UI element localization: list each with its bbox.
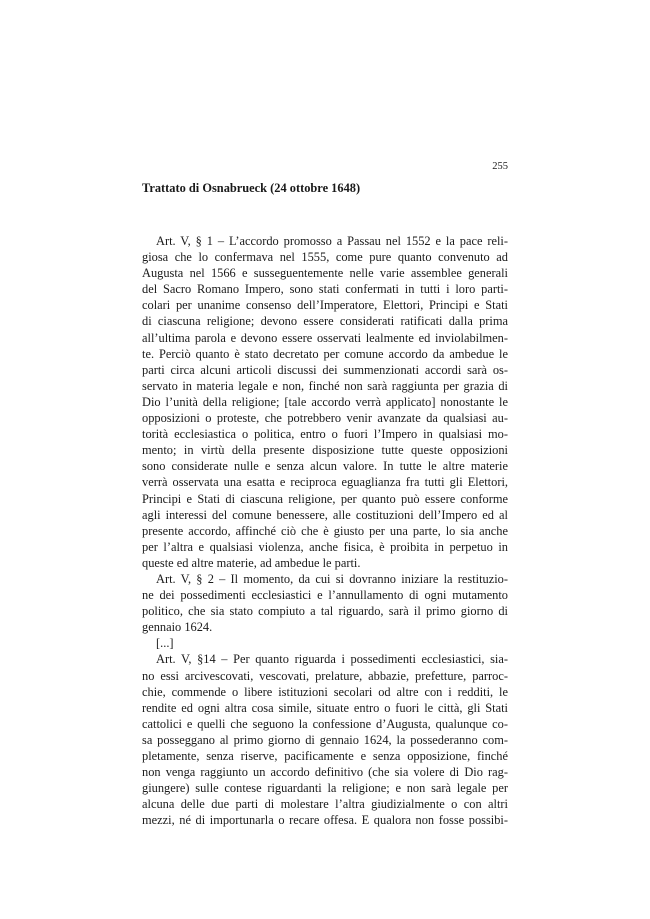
text-line: mento; in virtù della presente disposizione tutte queste opposizioni <box>142 443 508 458</box>
page-number: 255 <box>492 161 508 172</box>
text-line: te. Perciò quanto è stato decretato per comune accordo da ambedue le <box>142 346 508 361</box>
text-line: colari per unanime consenso dell’Imperatore, Elettori, Principi e Stati <box>142 298 508 313</box>
text-line: giosa che lo confermava nel 1555, come pure quanto convenuto ad <box>142 250 508 265</box>
text-line: Art. V, § 1 – L’accordo promosso a Passau nel 1552 e la pace reli- <box>156 234 508 248</box>
text-line: Art. V, § 2 – Il momento, da cui si dovranno iniziare la restituzio- <box>156 571 508 586</box>
text-line: no essi arcivescovati, vescovati, prelature, abbazie, prefetture, parroc- <box>142 668 508 683</box>
text-line: torità ecclesiastica o politica, entro o fuori l’Impero in qualsiasi mo- <box>142 427 508 442</box>
text-line: servato in materia legale e non, finché non sarà raggiunta per grazia di <box>142 378 508 393</box>
text-line: all’ultima parola e devono essere osservati lealmente ed inviolabilmen- <box>142 330 508 345</box>
text-line: giungere) sulle contese riguardanti la religione; e non sarà legale per <box>142 781 508 796</box>
text-line: cattolici e quelli che seguono la confessione d’Augusta, qualunque co- <box>142 716 508 731</box>
text-line: verrà osservata una esatta e reciproca eguaglianza fra tutti gli Elettori, <box>142 475 508 490</box>
text-line: parti circa alcuni articoli discussi dei summenzionati accordi sarà os- <box>142 362 508 377</box>
text-line: per l’altra e qualsiasi violenza, anche fisica, è proibita in perpetuo in <box>142 539 508 554</box>
text-line: del Sacro Romano Impero, sono stati confermati in tutti i loro parti- <box>142 282 508 297</box>
chapter-title: Trattato di Osnabrueck (24 ottobre 1648) <box>142 181 361 195</box>
text-line: Augusta nel 1566 e susseguentemente nelle varie assemblee generali <box>142 266 508 281</box>
text-line: non venga raggiunto un accordo definitivo (che sia volere di Dio rag- <box>142 765 508 780</box>
text-line: opposizioni o proteste, che potrebbero venir avanzate da qualsiasi au- <box>142 411 508 426</box>
text-line: rendite ed ogni altra cosa simile, situate entro o fuori le città, gli Stati <box>142 700 508 715</box>
text-line: sono considerate nulle e senza alcun valore. In tutte le altre materie <box>142 459 508 474</box>
text-line: sa posseggano al primo giorno di gennaio 1624, la possederanno com- <box>142 732 508 747</box>
text-line: pletamente, senza riserve, pacificamente e senza opposizione, finché <box>142 749 508 763</box>
text-line: di ciascuna religione; devono essere considerati ratificati dalla prima <box>142 314 508 329</box>
text-line: alcuna delle due parti di molestare l’altra giudizialmente o con altri <box>142 797 508 812</box>
text-line: mezzi, né di importunarla o recare offesa. E qualora non fosse possibi- <box>142 813 508 828</box>
text-line: politico, che sia stato compiuto a tal riguardo, sarà il primo giorno di <box>142 604 508 619</box>
text-line: Art. V, §14 – Per quanto riguarda i possedimenti ecclesiastici, sia- <box>156 652 508 667</box>
text-line: queste ed altre materie, ad ambedue le parti. <box>142 555 361 570</box>
text-line: [...] <box>156 636 174 651</box>
text-line: gennaio 1624. <box>142 620 213 635</box>
text-line: chie, commende o libere istituzioni secolari od altre con i redditi, le <box>142 684 508 699</box>
text-line: Dio l’unità della religione; [tale accordo verrà applicato] nonostante le <box>142 394 508 409</box>
body-text <box>142 233 508 828</box>
text-line: presente accordo, affinché ciò che è giusto per una parte, lo sia anche <box>142 523 508 538</box>
text-line: agli interessi del comune benessere, alle costituzioni dell’Impero ed al <box>142 507 508 522</box>
text-line: Principi e Stati di ciascuna religione, per quanto può essere conforme <box>142 491 508 506</box>
text-line: ne dei possedimenti ecclesiastici e l’annullamento di ogni mutamento <box>142 588 508 603</box>
